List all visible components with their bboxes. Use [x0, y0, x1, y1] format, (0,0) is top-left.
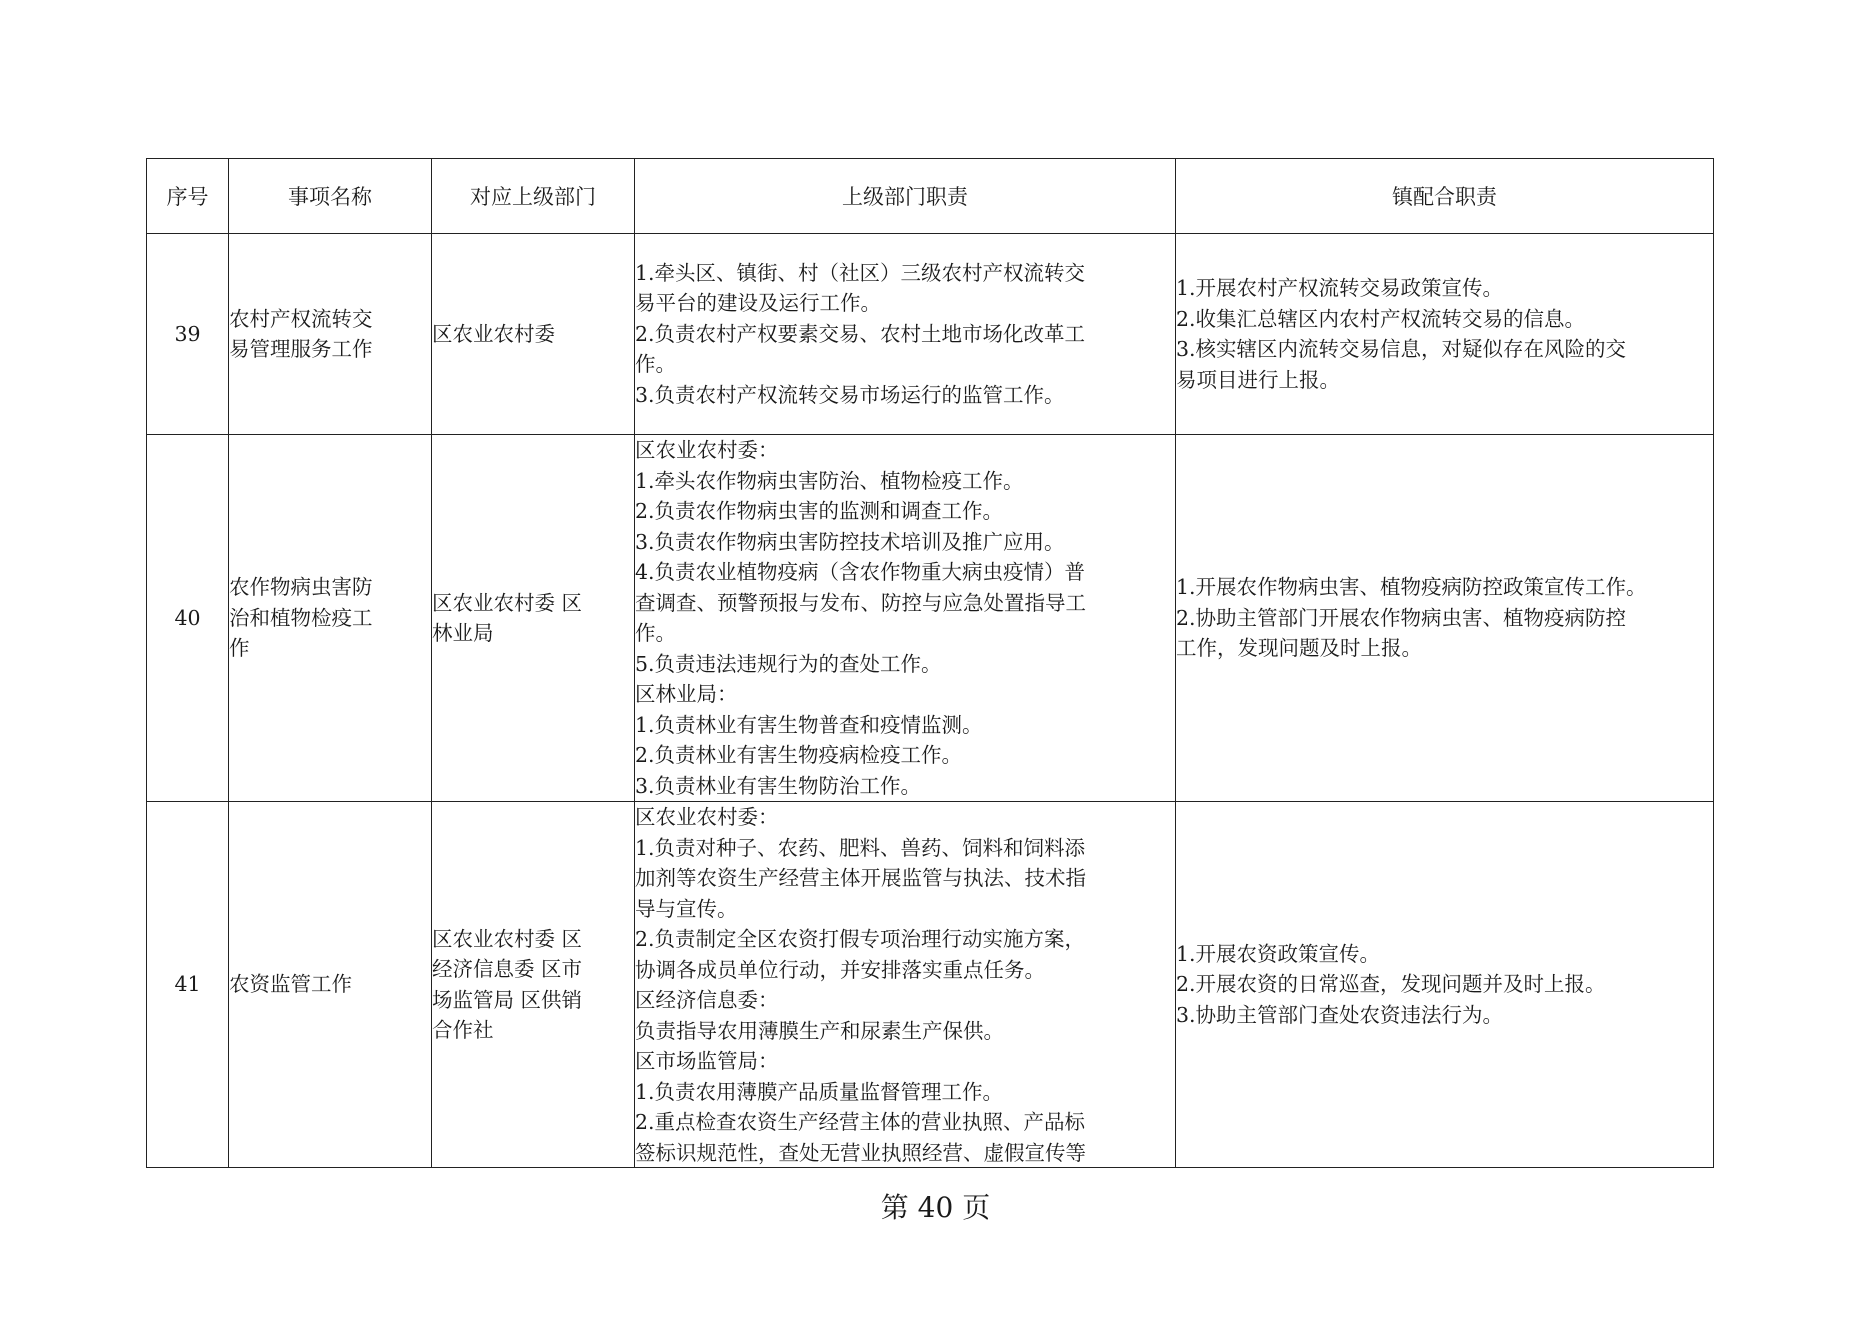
- duty-line: 区农业农村委：: [635, 438, 779, 462]
- duty-line: 区林业局：: [635, 682, 738, 706]
- town-duty-line: 1.开展农作物病虫害、植物疫病防控政策宣传工作。: [1176, 575, 1647, 600]
- duty-line: 2.负责农村产权要素交易、农村土地市场化改革工: [635, 321, 1086, 346]
- duty-line: 1.牵头区、镇街、村（社区）三级农村产权流转交: [635, 260, 1086, 285]
- town-duty-line: 3.协助主管部门查处农资违法行为。: [1176, 1002, 1504, 1027]
- duty-line: 加剂等农资生产经营主体开展监管与执法、技术指: [635, 866, 1086, 890]
- page-number: 第 40 页: [880, 1191, 991, 1224]
- item-name-line: 作: [229, 636, 250, 661]
- dept-line: 合作社: [432, 1018, 494, 1042]
- dept-line: 区农业农村委 区: [432, 926, 583, 951]
- item-name-cell: [229, 435, 432, 802]
- row-number: 40: [147, 435, 229, 802]
- superior-dept-cell: [432, 802, 635, 1168]
- table-header-row: [147, 159, 1714, 234]
- row-number: 39: [147, 234, 229, 435]
- header-superior-duties: 上级部门职责: [635, 159, 1176, 234]
- superior-dept-cell: [432, 435, 635, 802]
- item-name-line: 农作物病虫害防: [229, 575, 373, 600]
- duty-line: 1.负责林业有害生物普查和疫情监测。: [635, 712, 983, 737]
- town-duties-cell: [1176, 802, 1714, 1168]
- town-duty-line: 2.收集汇总辖区内农村产权流转交易的信息。: [1176, 306, 1586, 331]
- dept-line: 区农业农村委: [432, 321, 555, 346]
- duty-line: 区市场监管局：: [635, 1049, 779, 1073]
- dept-line: 经济信息委 区市: [432, 957, 583, 981]
- duty-line: 1.牵头农作物病虫害防治、植物检疫工作。: [635, 468, 1024, 493]
- town-duties-cell: [1176, 435, 1714, 802]
- superior-duties-cell: [635, 435, 1176, 802]
- header-town-duties: 镇配合职责: [1176, 159, 1714, 234]
- duty-line: 3.负责农村产权流转交易市场运行的监管工作。: [635, 382, 1065, 407]
- town-duty-line: 3.核实辖区内流转交易信息，对疑似存在风险的交: [1176, 337, 1627, 361]
- duty-line: 作。: [635, 352, 676, 377]
- duty-line: 1.负责农用薄膜产品质量监督管理工作。: [635, 1079, 1004, 1104]
- header-item-name: 事项名称: [229, 159, 432, 234]
- dept-line: 林业局: [432, 621, 494, 645]
- duty-line: 负责指导农用薄膜生产和尿素生产保供。: [635, 1018, 1004, 1043]
- table-row: [147, 435, 1714, 802]
- table-row: [147, 234, 1714, 435]
- row-number: 41: [147, 802, 229, 1168]
- duty-line: 3.负责农作物病虫害防控技术培训及推广应用。: [635, 529, 1065, 554]
- town-duty-line: 工作，发现问题及时上报。: [1176, 636, 1422, 661]
- duty-line: 作。: [635, 621, 676, 645]
- dept-line: 场监管局 区供销: [432, 987, 583, 1012]
- table-row: [147, 802, 1714, 1168]
- duty-line: 4.负责农业植物疫病（含农作物重大病虫疫情）普: [635, 560, 1086, 584]
- town-duty-line: 2.协助主管部门开展农作物病虫害、植物疫病防控: [1176, 605, 1627, 630]
- duty-line: 2.负责林业有害生物疫病检疫工作。: [635, 743, 963, 767]
- town-duties-cell: [1176, 234, 1714, 435]
- duty-line: 3.负责林业有害生物防治工作。: [635, 773, 922, 798]
- item-name-cell: [229, 802, 432, 1168]
- superior-dept-cell: [432, 234, 635, 435]
- header-superior-dept: 对应上级部门: [432, 159, 635, 234]
- item-name-cell: [229, 234, 432, 435]
- item-name-line: 易管理服务工作: [229, 337, 373, 361]
- duty-line: 2.重点检查农资生产经营主体的营业执照、产品标: [635, 1110, 1086, 1134]
- superior-duties-cell: [635, 234, 1176, 435]
- duty-line: 易平台的建设及运行工作。: [635, 291, 881, 316]
- responsibility-table: [146, 158, 1714, 1168]
- town-duty-line: 2.开展农资的日常巡查，发现问题并及时上报。: [1176, 972, 1606, 997]
- duty-line: 查调查、预警预报与发布、防控与应急处置指导工: [635, 590, 1086, 615]
- duty-line: 协调各成员单位行动，并安排落实重点任务。: [635, 957, 1045, 982]
- duty-line: 区经济信息委：: [635, 988, 779, 1012]
- superior-duties-cell: [635, 802, 1176, 1168]
- town-duty-line: 易项目进行上报。: [1176, 367, 1340, 392]
- item-name-line: 治和植物检疫工: [229, 605, 373, 630]
- duty-line: 导与宣传。: [635, 896, 738, 921]
- town-duty-line: 1.开展农村产权流转交易政策宣传。: [1176, 276, 1504, 300]
- header-no: 序号: [147, 159, 229, 234]
- duties-clip: [635, 802, 1175, 1167]
- duty-line: 2.负责农作物病虫害的监测和调查工作。: [635, 499, 1004, 523]
- dept-line: 区农业农村委 区: [432, 590, 583, 615]
- item-name-line: 农资监管工作: [229, 972, 352, 997]
- duty-line: 2.负责制定全区农资打假专项治理行动实施方案，: [635, 927, 1086, 951]
- duty-line: 区农业农村委：: [635, 805, 779, 829]
- duty-line: 1.负责对种子、农药、肥料、兽药、饲料和饲料添: [635, 835, 1086, 860]
- duty-line: 5.负责违法违规行为的查处工作。: [635, 651, 942, 676]
- duty-line: 签标识规范性，查处无营业执照经营、虚假宣传等: [635, 1140, 1086, 1165]
- item-name-line: 农村产权流转交: [229, 306, 373, 331]
- town-duty-line: 1.开展农资政策宣传。: [1176, 941, 1381, 966]
